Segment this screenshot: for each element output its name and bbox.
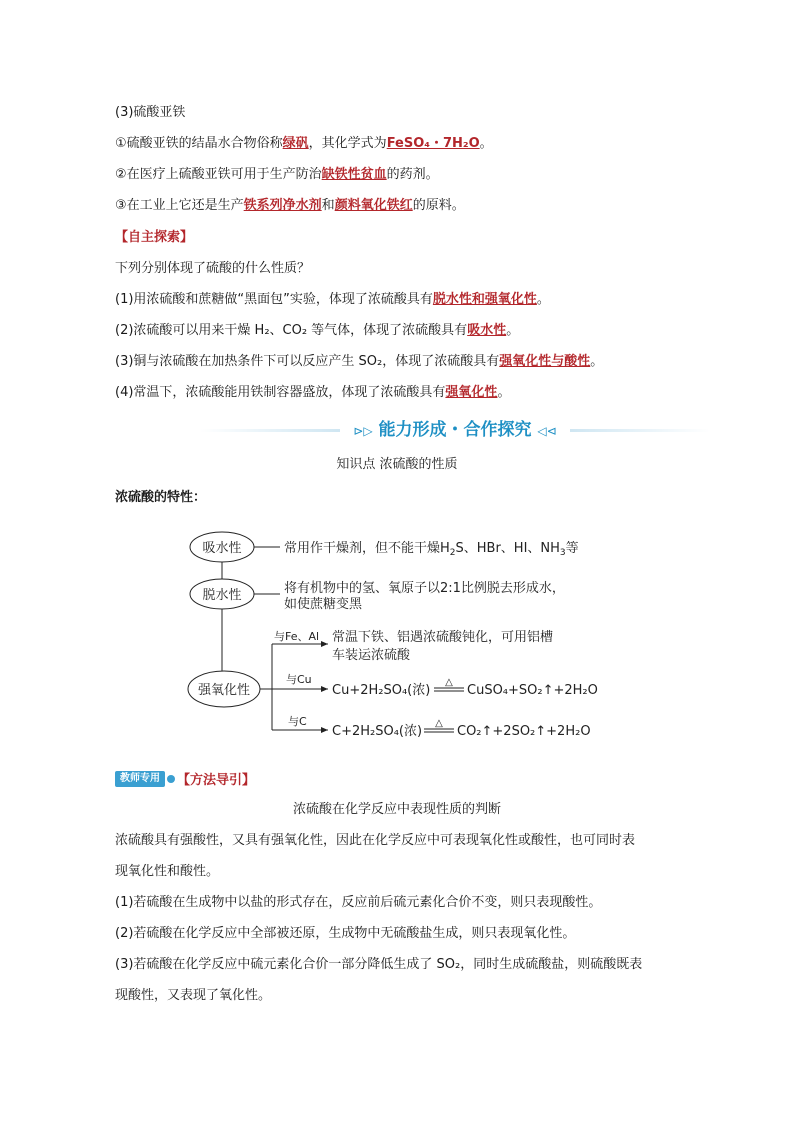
explore-q3 — [115, 353, 603, 371]
cu-equation-rhs: CuSO₄+SO₂↑+2H₂O — [467, 683, 598, 698]
q4-suffix: 。 — [497, 385, 511, 400]
item3-answer2: 颜料氧化铁红 — [334, 198, 413, 213]
teacher-tag-dot-icon — [167, 775, 175, 783]
section3-item3 — [115, 197, 465, 215]
item3-suffix: 的原料。 — [412, 198, 465, 213]
q3-suffix: 。 — [590, 354, 604, 369]
absorb-desc: 常用作干燥剂，但不能干燥$H_2S$、HBr、HI、$NH_3$等 — [284, 541, 579, 558]
q1-prefix: (1)用浓硫酸和蔗糖做“黑面包”实验，体现了浓硫酸具有 — [115, 292, 433, 307]
q3-prefix: (3)铜与浓硫酸在加热条件下可以反应产生 SO₂，体现了浓硫酸具有 — [115, 354, 500, 369]
teacher-header — [115, 770, 255, 787]
section3-item2 — [115, 166, 439, 184]
branch-fe-label: 与Fe、Al — [274, 630, 320, 643]
explore-q4 — [115, 384, 510, 402]
q1-answer: 脱水性和强氧化性 — [432, 292, 537, 307]
section3-heading: (3)硫酸亚铁 — [115, 105, 186, 120]
method-para1-line2: 现氧化性和酸性。 — [115, 864, 220, 879]
dehydrate-desc-line2: 如使蔗糖变黑 — [284, 597, 363, 612]
c-heat-icon: △ — [435, 718, 443, 729]
banner-left-arrows-icon: ⊳▷ — [353, 424, 373, 438]
item1-answer-formula: FeSO₄・7H₂O — [386, 136, 480, 151]
branch-c-label: 与C — [288, 715, 307, 728]
method-p1: (1)若硫酸在生成物中以盐的形式存在，反应前后硫元素化合价不变，则只表现酸性。 — [115, 895, 602, 910]
item1-suffix: 。 — [479, 136, 493, 151]
branch-cu-label: 与Cu — [286, 673, 312, 686]
section3-item1 — [115, 135, 493, 153]
branch-fe-line1: 常温下铁、铝遇浓硫酸钝化，可用铝槽 — [332, 630, 554, 645]
q1-suffix: 。 — [536, 292, 550, 307]
node-absorb-label: 吸水性 — [202, 541, 242, 556]
q2-suffix: 。 — [506, 323, 520, 338]
item1-mid: ，其化学式为 — [308, 136, 387, 151]
item3-mid: 和 — [321, 198, 335, 213]
method-p3-line2: 现酸性，又表现了氧化性。 — [115, 988, 272, 1003]
node-dehydrate-label: 脱水性 — [202, 588, 242, 603]
method-title: 浓硫酸在化学反应中表现性质的判断 — [292, 802, 501, 817]
item2-answer: 缺铁性贫血 — [321, 167, 387, 182]
teacher-tag: 教师专用 — [115, 771, 165, 787]
method-para1-line1: 浓硫酸具有强酸性，又具有强氧化性，因此在化学反应中可表现氧化性或酸性，也可同时表 — [115, 833, 636, 848]
method-p2: (2)若硫酸在化学反应中全部被还原，生成物中无硫酸盐生成，则只表现氧化性。 — [115, 926, 576, 941]
banner-title — [200, 418, 710, 443]
explore-label: 【自主探索】 — [115, 230, 194, 245]
explore-question: 下列分别体现了硫酸的什么性质？ — [115, 261, 311, 276]
cu-heat-icon: △ — [445, 677, 453, 688]
item1-answer-name: 绿矾 — [282, 136, 309, 151]
item2-suffix: 的药剂。 — [386, 167, 439, 182]
item1-prefix: ①硫酸亚铁的结晶水合物俗称 — [115, 136, 283, 151]
explore-q2 — [115, 322, 519, 340]
q4-prefix: (4)常温下，浓硫酸能用铁制容器盛放，体现了浓硫酸具有 — [115, 385, 446, 400]
method-p3-line1: (3)若硫酸在化学反应中硫元素化合价一部分降低生成了 SO₂，同时生成硫酸盐，则硫酸既表 — [115, 957, 643, 972]
item3-answer1: 铁系列净水剂 — [243, 198, 322, 213]
section-banner — [200, 418, 710, 442]
q2-prefix: (2)浓硫酸可以用来干燥 H₂、CO₂ 等气体，体现了浓硫酸具有 — [115, 323, 468, 338]
node-oxidize-label: 强氧化性 — [197, 683, 251, 698]
knowledge-subheading: 浓硫酸的特性： — [115, 490, 207, 505]
dehydrate-desc-line1: 将有机物中的氢、氧原子以2:1比例脱去形成水， — [284, 581, 565, 596]
q3-answer: 强氧化性与酸性 — [499, 354, 591, 369]
properties-diagram — [180, 520, 620, 750]
banner-title-text: 能力形成・合作探究 — [378, 420, 532, 440]
item2-prefix: ②在医疗上硫酸亚铁可用于生产防治 — [115, 167, 322, 182]
c-equation-rhs: CO₂↑+2SO₂↑+2H₂O — [457, 724, 591, 739]
branch-fe-line2: 车装运浓硫酸 — [332, 648, 411, 663]
knowledge-point: 知识点 浓硫酸的性质 — [336, 457, 458, 472]
q2-answer: 吸水性 — [467, 323, 507, 338]
q4-answer: 强氧化性 — [445, 385, 498, 400]
c-equation-lhs: C+2H₂SO₄(浓) — [332, 724, 423, 739]
cu-equation-lhs: Cu+2H₂SO₄(浓) — [332, 683, 431, 698]
method-label: 【方法导引】 — [177, 773, 256, 788]
item3-prefix: ③在工业上它还是生产 — [115, 198, 244, 213]
banner-right-arrows-icon: ◁⊲ — [537, 424, 557, 438]
explore-q1 — [115, 291, 550, 309]
